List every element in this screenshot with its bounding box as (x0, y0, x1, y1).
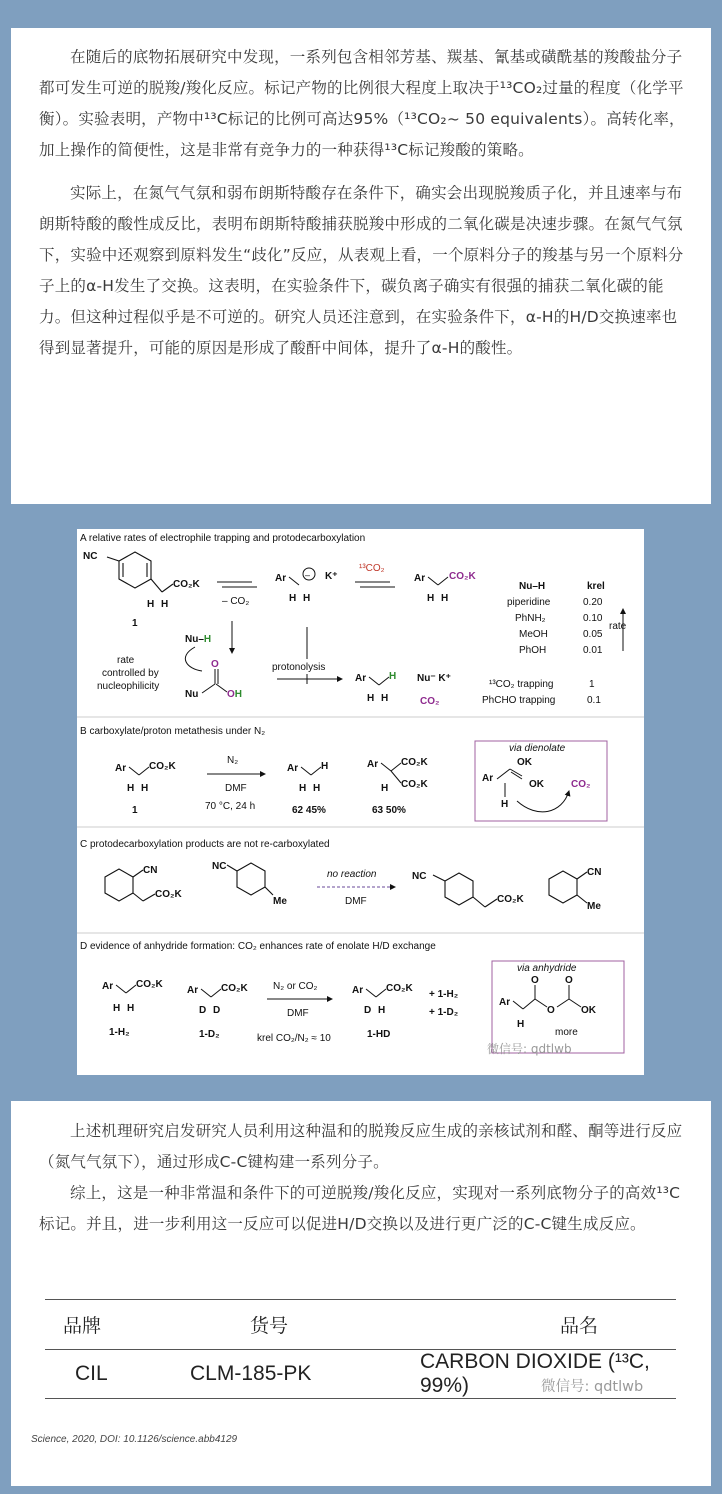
svg-text:piperidine: piperidine (507, 597, 551, 608)
svg-text:H: H (161, 599, 169, 610)
svg-text:OK: OK (529, 779, 544, 790)
svg-text:K⁺: K⁺ (325, 571, 338, 582)
section-c-title: C protodecarboxylation products are not re-carboxylated (80, 839, 330, 850)
paragraph-scope: 在随后的底物拓展研究中发现，一系列包含相邻芳基、羰基、氰基或磺酰基的羧酸盐分子都可发生可逆的脱羧/羧化反应。标记产物的比例很大程度上取决于¹³CO₂过量的程度（化学平衡）。实验表明，产物中¹³C标记的比例可高达95%（¹³CO₂~ 50 equivalents）。高转化率，加上操作的简便性，这是非常有竞争力的一种获得¹³C标记羧酸的策略。 (39, 48, 685, 159)
svg-text:via anhydride: via anhydride (517, 963, 577, 974)
header-product-name: 品名 (420, 1300, 676, 1350)
svg-text:H: H (127, 783, 135, 794)
svg-text:Ar: Ar (187, 985, 199, 996)
svg-text:+ 1-D₂: + 1-D₂ (429, 1007, 459, 1018)
svg-text:H: H (501, 799, 509, 810)
svg-text:Ar: Ar (367, 759, 379, 770)
svg-text:DMF: DMF (345, 896, 367, 907)
svg-text:PhOH: PhOH (519, 645, 547, 656)
svg-text:CO₂K: CO₂K (401, 779, 428, 790)
svg-text:H: H (127, 1003, 135, 1014)
cell-product-name: CARBON DIOXIDE (¹³C, 99%) (420, 1350, 676, 1399)
svg-text:N₂ or CO₂: N₂ or CO₂ (273, 981, 318, 992)
svg-text:OH: OH (227, 689, 243, 700)
svg-text:–: – (305, 570, 311, 580)
svg-text:H: H (289, 593, 297, 604)
paragraph-application: 上述机理研究启发研究人员利用这种温和的脱羧反应生成的亲核试剂和醛、酮等进行反应（氮气气氛下），通过形成C-C键构建一系列分子。 (39, 1122, 683, 1171)
svg-text:1-D₂: 1-D₂ (199, 1029, 220, 1040)
svg-text:1-HD: 1-HD (367, 1029, 391, 1040)
section-a-title: A relative rates of electrophile trapping and protodecarboxylation (80, 533, 366, 544)
header-catalog: 货号 (190, 1300, 420, 1350)
nc-phenylacetate-structure (107, 552, 173, 592)
svg-text:O: O (211, 659, 219, 670)
svg-text:Ar: Ar (482, 773, 494, 784)
svg-text:CO₂K: CO₂K (449, 571, 476, 582)
svg-text:Ar: Ar (115, 763, 127, 774)
svg-text:via dienolate: via dienolate (509, 743, 566, 754)
svg-text:H: H (389, 671, 397, 682)
svg-text:+ 1-H₂: + 1-H₂ (429, 989, 459, 1000)
svg-text:Nu⁻ K⁺: Nu⁻ K⁺ (417, 673, 451, 684)
intro-card (11, 28, 711, 504)
svg-text:CO₂K: CO₂K (173, 579, 200, 590)
svg-text:Ar: Ar (275, 573, 287, 584)
svg-text:CO₂K: CO₂K (497, 894, 524, 905)
svg-text:Ar: Ar (499, 997, 511, 1008)
svg-text:CO₂K: CO₂K (149, 761, 176, 772)
section-b-title: B carboxylate/proton metathesis under N₂ (80, 726, 266, 737)
header-brand: 品牌 (45, 1300, 190, 1350)
svg-text:H: H (299, 783, 307, 794)
paragraph-mechanism: 实际上，在氮气气氛和弱布朗斯特酸存在条件下，确实会出现脱羧质子化，并且速率与布朗斯特酸的酸性成反比，表明布朗斯特酸捕获脱羧中形成的二氧化碳是决速步骤。在氮气气氛下，实验中还观察到原料发生“歧化”反应，从表观上看，一个原料分子的羧基与另一个原料分子上的α-H发生了交换。这表明，在实验条件下，碳负离子确实有很强的捕获二氧化碳的能力。但这种过程似乎是不可逆的。研究人员还注意到，在实验条件下，α-H的H/D交换速率也得到显著提升，可能的原因是形成了酸酐中间体，提升了α-H的酸性。 (39, 184, 684, 357)
svg-text:nucleophilicity: nucleophilicity (97, 681, 160, 692)
svg-text:D: D (213, 1005, 221, 1016)
svg-text:1: 1 (589, 679, 595, 690)
svg-text:H: H (378, 1005, 386, 1016)
svg-text:NC: NC (212, 861, 227, 872)
svg-text:¹³CO₂: ¹³CO₂ (359, 563, 385, 574)
svg-text:Ar: Ar (414, 573, 426, 584)
svg-text:1: 1 (132, 805, 138, 816)
svg-text:H: H (321, 761, 329, 772)
svg-text:70 °C, 24 h: 70 °C, 24 h (205, 801, 256, 812)
svg-text:rate: rate (117, 655, 135, 666)
svg-text:0.1: 0.1 (587, 695, 601, 706)
svg-text:Ar: Ar (355, 673, 367, 684)
svg-text:rate: rate (609, 621, 627, 632)
svg-text:krel CO₂/N₂ ≈ 10: krel CO₂/N₂ ≈ 10 (257, 1033, 331, 1044)
svg-text:Me: Me (273, 896, 287, 907)
svg-text:PhNH₂: PhNH₂ (515, 613, 546, 624)
cell-brand: CIL (45, 1350, 190, 1399)
svg-text:CN: CN (587, 867, 602, 878)
paragraph-summary: 综上，这是一种非常温和条件下的可逆脱羧/羧化反应，实现对一系列底物分子的高效¹³C标记。并且，进一步利用这一反应可以促进H/D交换以及进行更广泛的C-C键生成反应。 (39, 1184, 681, 1233)
svg-text:0.20: 0.20 (583, 597, 603, 608)
svg-text:CN: CN (143, 865, 158, 876)
conclusion-card (11, 1101, 711, 1486)
svg-text:¹³CO₂ trapping: ¹³CO₂ trapping (489, 679, 554, 690)
svg-text:DMF: DMF (225, 783, 247, 794)
svg-text:H: H (147, 599, 155, 610)
svg-text:H: H (313, 783, 321, 794)
svg-text:H: H (381, 693, 389, 704)
svg-text:– CO₂: – CO₂ (222, 596, 250, 607)
svg-text:O: O (565, 975, 573, 986)
svg-text:H: H (303, 593, 311, 604)
svg-text:63 50%: 63 50% (372, 805, 406, 816)
svg-text:CO₂K: CO₂K (221, 983, 248, 994)
svg-text:CO₂K: CO₂K (401, 757, 428, 768)
svg-text:controlled by: controlled by (102, 668, 159, 679)
figure-watermark: 微信号: qdtlwb (487, 1042, 572, 1056)
cell-catalog: CLM-185-PK (190, 1350, 420, 1399)
svg-text:more: more (555, 1027, 578, 1038)
svg-text:CO₂: CO₂ (420, 696, 440, 707)
svg-text:H: H (141, 783, 149, 794)
svg-text:Nu: Nu (185, 689, 199, 700)
svg-text:PhCHO trapping: PhCHO trapping (482, 695, 556, 706)
svg-text:0.05: 0.05 (583, 629, 603, 640)
svg-text:H: H (367, 693, 375, 704)
svg-text:0.10: 0.10 (583, 613, 603, 624)
mechanism-figure (77, 529, 644, 1075)
svg-text:Nu–H: Nu–H (519, 581, 546, 592)
table-watermark: 微信号: qdtlwb (541, 1379, 644, 1395)
svg-text:H: H (381, 783, 389, 794)
svg-text:CO₂: CO₂ (571, 779, 591, 790)
svg-text:Me: Me (587, 901, 601, 912)
svg-text:Ar: Ar (287, 763, 299, 774)
svg-text:MeOH: MeOH (519, 629, 548, 640)
svg-text:CO₂K: CO₂K (136, 979, 163, 990)
svg-text:H: H (441, 593, 449, 604)
citation: Science, 2020, DOI: 10.1126/science.abb4129 (31, 1434, 238, 1445)
svg-text:OK: OK (517, 757, 532, 768)
svg-text:CO₂K: CO₂K (386, 983, 413, 994)
svg-text:H: H (427, 593, 435, 604)
svg-text:H: H (113, 1003, 121, 1014)
svg-text:DMF: DMF (287, 1008, 309, 1019)
svg-text:D: D (364, 1005, 372, 1016)
svg-text:NC: NC (83, 551, 98, 562)
spec-table-header (45, 1300, 676, 1350)
svg-text:D: D (199, 1005, 207, 1016)
svg-text:Nu–H: Nu–H (185, 634, 212, 645)
svg-text:CO₂K: CO₂K (155, 889, 182, 900)
svg-text:N₂: N₂ (227, 755, 239, 766)
svg-text:1-H₂: 1-H₂ (109, 1027, 130, 1038)
svg-text:OK: OK (581, 1005, 596, 1016)
svg-text:krel: krel (587, 581, 605, 592)
svg-text:NC: NC (412, 871, 427, 882)
svg-text:no reaction: no reaction (327, 869, 377, 880)
svg-text:O: O (531, 975, 539, 986)
section-d-title: D evidence of anhydride formation: CO₂ enhances rate of enolate H/D exchange (80, 941, 436, 952)
svg-text:O: O (547, 1005, 555, 1016)
svg-text:H: H (517, 1019, 525, 1030)
svg-text:protonolysis: protonolysis (272, 662, 326, 673)
svg-text:Ar: Ar (102, 981, 114, 992)
svg-text:1: 1 (132, 618, 138, 629)
svg-text:62 45%: 62 45% (292, 805, 326, 816)
svg-text:0.01: 0.01 (583, 645, 603, 656)
svg-text:Ar: Ar (352, 985, 364, 996)
